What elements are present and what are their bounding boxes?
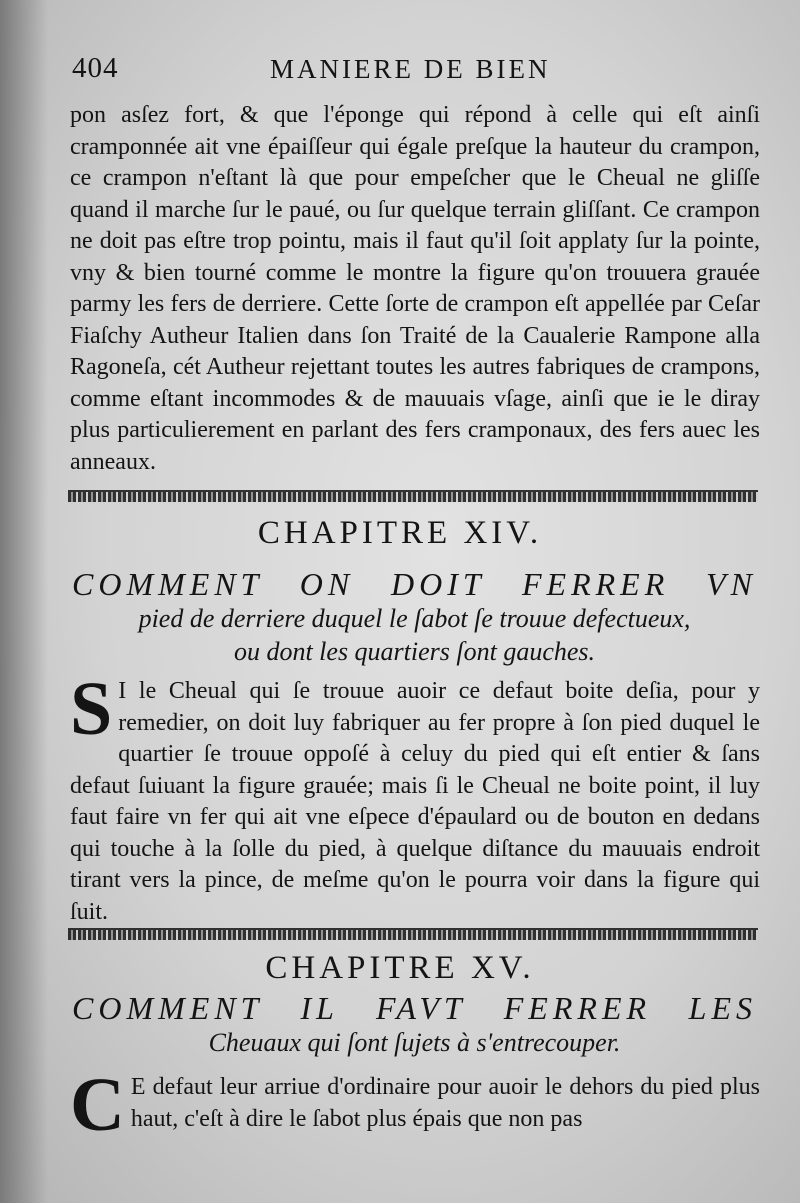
page-gutter-shadow — [0, 0, 48, 1203]
chapter-15-dropcap: C — [70, 1063, 125, 1147]
ornamental-rule-top — [68, 490, 758, 504]
chapter-14-text — [70, 667, 760, 925]
chapter-15-heading-line-2: Cheuaux qui ſont ſujets à s'entrecouper. — [208, 1028, 621, 1057]
chapter-14-heading — [72, 566, 757, 668]
chapter-15-paragraph-wrap — [70, 1063, 760, 1147]
chapter-15-title: CHAPITRE XV. — [265, 950, 535, 986]
intro-paragraph: pon asſez fort, & que l'éponge qui répond à celle qui eſt ainſi cramponnée ait vne épaiſſeur qui égale preſque la hauteur du crampon, ce crampon n'eſtant là que pour empeſcher que le Cheual ne gliſſe quand il marche ſur le paué, ou ſur quelque terrain gliſſant. Ce crampon ne doit pas eſtre trop pointu, mais il faut qu'il ſoit applaty ſur la pointe, vny & bien tourné comme le montre la figure qu'on trouuera grauée parmy les fers de derriere. Cette ſorte de crampon eſt appellée par Ceſar Fiaſchy Autheur Italien dans ſon Traité de la Caualerie Rampone alla Ragoneſa, cét Autheur rejettant toutes les autres fabriques de crampons, comme eſtant incommodes & de mauuais vſage, ainſi que ie le diray plus particulierement en parlant des fers cramponaux, des fers auec les anneaux. — [70, 102, 760, 475]
ornamental-rule-bottom — [68, 928, 758, 942]
page-number: 404 — [72, 52, 119, 84]
chapter-15-heading — [72, 990, 757, 1059]
chapter-14-dropcap: S — [70, 667, 113, 751]
intro-text — [70, 100, 760, 485]
page-header — [72, 52, 612, 92]
chapter-14-paragraph: I le Cheual qui ſe trouue auoir ce defaut boite deſia, pour y remedier, on doit luy fabriquer au fer propre à ſon pied duquel le quartier ſe trouue oppoſé à celuy du pied qui eſt entier & ſans defaut ſuiuant la figure grauée; mais ſi le Cheual ne boite point, il luy faut faire vn fer qui ait vne eſpece d'épaulard ou de bouton en dedans qui touche à la ſolle du pied, à quelque diſtance du mauuais endroit tirant vers la pince, de meſme qu'on le pourra voir dans la figure qui ſuit. — [70, 678, 760, 925]
chapter-14-heading-caps: COMMENT ON DOIT FERRER VN — [72, 566, 757, 602]
chapter-15-text — [70, 1063, 760, 1152]
chapter-14-paragraph-wrap — [70, 667, 760, 928]
chapter-15-paragraph: E defaut leur arriue d'ordinaire pour auoir le dehors du pied plus haut, c'eſt à dire le ſabot plus épais que non pas — [130, 1074, 760, 1132]
chapter-15-heading-caps: COMMENT IL FAVT FERRER LES — [72, 990, 757, 1026]
chapter-14-title: CHAPITRE XIV. — [257, 515, 543, 551]
running-head: MANIERE DE BIEN — [270, 54, 551, 84]
chapter-14-heading-line-3: ou dont les quartiers ſont gauches. — [233, 637, 596, 666]
chapter-14-heading-line-2: pied de derriere duquel le ſabot ſe trouue defectueux, — [138, 604, 691, 633]
